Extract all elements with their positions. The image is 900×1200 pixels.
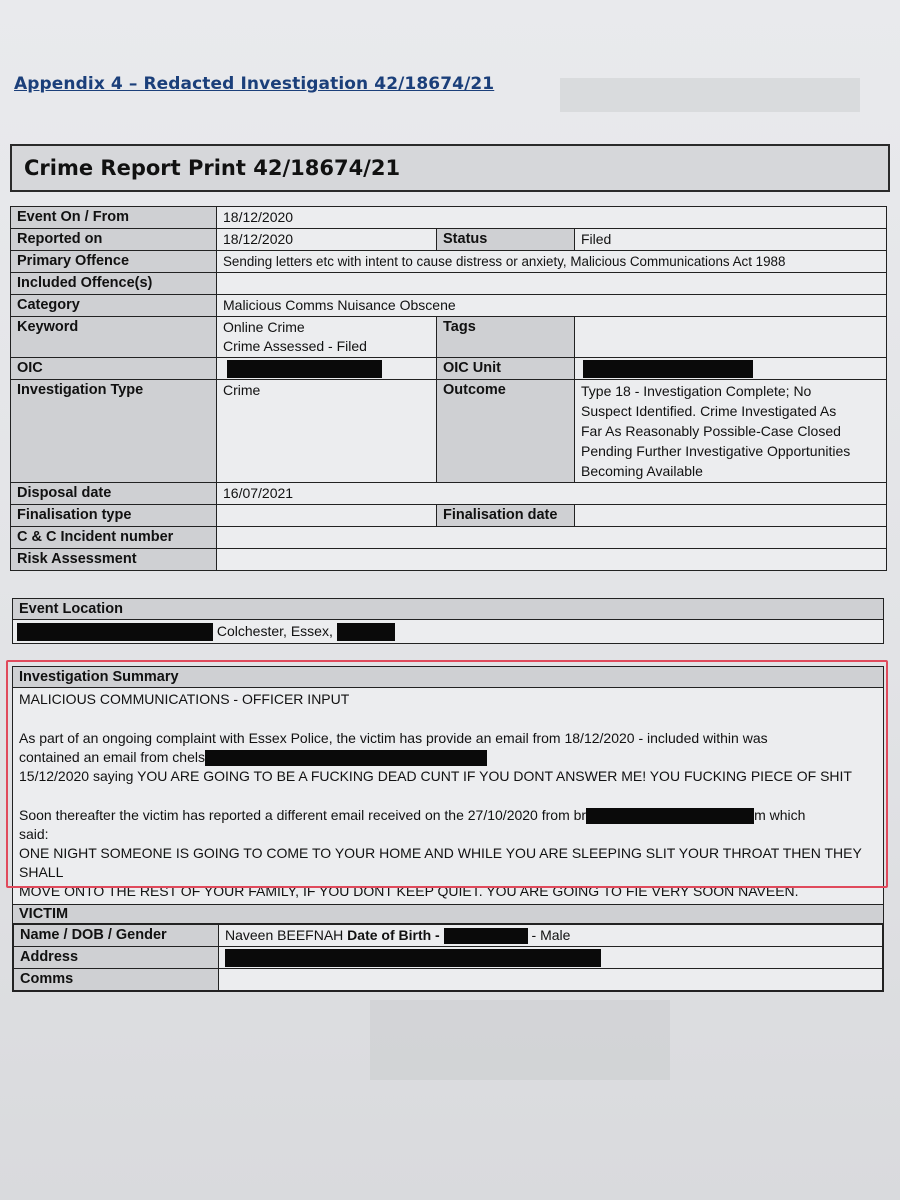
report-title-box <box>10 144 890 192</box>
victim-row-name <box>14 925 883 947</box>
victim-comms-label: Comms <box>14 969 219 991</box>
victim-section <box>12 904 884 992</box>
oic-unit-value <box>575 358 887 380</box>
cc-incident-value <box>217 527 887 549</box>
victim-name-label: Name / DOB / Gender <box>14 925 219 947</box>
tags-value <box>575 317 887 358</box>
finalisation-type-value <box>217 505 437 527</box>
redaction-block <box>583 360 753 378</box>
outcome-line: Pending Further Investigative Opportunities <box>581 443 851 460</box>
report-title: Crime Report Print 42/18674/21 <box>24 156 401 180</box>
keyword-label: Keyword <box>11 317 217 358</box>
event-location-label: Event Location <box>13 599 883 620</box>
primary-offence-label: Primary Offence <box>11 251 217 273</box>
oic-label: OIC <box>11 358 217 380</box>
victim-dob-label: Date of Birth - <box>347 927 440 943</box>
risk-assessment-label: Risk Assessment <box>11 549 217 571</box>
redaction-block <box>444 928 528 944</box>
victim-comms-value <box>219 969 883 991</box>
victim-gender: - Male <box>531 927 571 943</box>
reported-on-value: 18/12/2020 <box>217 229 437 251</box>
keyword-value <box>217 317 437 358</box>
primary-offence-value: Sending letters etc with intent to cause distress or anxiety, Malicious Communications Act 1988 <box>217 251 887 273</box>
oic-unit-label: OIC Unit <box>437 358 575 380</box>
event-on-value: 18/12/2020 <box>217 207 887 229</box>
row-reported-on <box>11 229 887 251</box>
keyword-line-2: Crime Assessed - Filed <box>223 338 367 354</box>
outcome-line: Suspect Identified. Crime Investigated As <box>581 403 837 420</box>
redaction-block <box>17 623 213 641</box>
show-through-ghost <box>560 78 860 112</box>
victim-address-value <box>219 947 883 969</box>
summary-line: ONE NIGHT SOMEONE IS GOING TO COME TO YOUR HOME AND WHILE YOU ARE SLEEPING SLIT YOUR THROAT THEN THEY SHALL <box>19 845 862 880</box>
outcome-value <box>575 380 887 483</box>
row-keyword <box>11 317 887 358</box>
row-investigation-type <box>11 380 887 483</box>
category-value: Malicious Comms Nuisance Obscene <box>217 295 887 317</box>
event-on-label: Event On / From <box>11 207 217 229</box>
victim-table <box>13 924 883 991</box>
outcome-line: Far As Reasonably Possible-Case Closed <box>581 423 841 440</box>
summary-line: MOVE ONTO THE REST OF YOUR FAMILY, IF YOU DONT KEEP QUIET. YOU ARE GOING TO FIE VERY SOON NAVEEN. <box>19 883 799 899</box>
redaction-block <box>225 949 601 967</box>
row-risk-assessment <box>11 549 887 571</box>
summary-line-text: contained an email from chels <box>19 749 205 765</box>
show-through-ghost <box>370 1000 670 1080</box>
summary-line: 15/12/2020 saying YOU ARE GOING TO BE A FUCKING DEAD CUNT IF YOU DONT ANSWER ME! YOU FUCKING PIECE OF SHIT <box>19 768 852 784</box>
tags-label: Tags <box>437 317 575 358</box>
oic-value <box>217 358 437 380</box>
risk-assessment-value <box>217 549 887 571</box>
finalisation-date-value <box>575 505 887 527</box>
row-category <box>11 295 887 317</box>
investigation-type-label: Investigation Type <box>11 380 217 483</box>
redaction-block <box>337 623 395 641</box>
reported-on-label: Reported on <box>11 229 217 251</box>
victim-address-label: Address <box>14 947 219 969</box>
finalisation-date-label: Finalisation date <box>437 505 575 527</box>
disposal-date-label: Disposal date <box>11 483 217 505</box>
included-offences-value <box>217 273 887 295</box>
row-finalisation <box>11 505 887 527</box>
finalisation-type-label: Finalisation type <box>11 505 217 527</box>
event-location-body <box>13 620 883 643</box>
summary-line-text: m which <box>754 807 806 823</box>
victim-name-value <box>219 925 883 947</box>
crime-report-table <box>10 206 887 571</box>
summary-line-text: Soon thereafter the victim has reported a different email received on the 27/10/2020 from br <box>19 807 587 823</box>
status-value: Filed <box>575 229 887 251</box>
summary-line: As part of an ongoing complaint with Essex Police, the victim has provide an email from 18/12/2020 - included within was <box>19 730 768 746</box>
victim-row-address <box>14 947 883 969</box>
appendix-heading: Appendix 4 – Redacted Investigation 42/18674/21 <box>14 74 495 94</box>
outcome-line: Becoming Available <box>581 463 703 480</box>
row-included-offences <box>11 273 887 295</box>
redaction-block <box>227 360 382 378</box>
row-event-on <box>11 207 887 229</box>
included-offences-label: Included Offence(s) <box>11 273 217 295</box>
row-oic <box>11 358 887 380</box>
row-disposal-date <box>11 483 887 505</box>
outcome-line: Type 18 - Investigation Complete; No <box>581 383 812 400</box>
victim-row-comms <box>14 969 883 991</box>
outcome-label: Outcome <box>437 380 575 483</box>
investigation-summary-label: Investigation Summary <box>13 667 883 688</box>
status-label: Status <box>437 229 575 251</box>
row-cc-incident <box>11 527 887 549</box>
category-label: Category <box>11 295 217 317</box>
keyword-line-1: Online Crime <box>223 319 305 335</box>
victim-label: VICTIM <box>13 905 883 924</box>
summary-header-line: MALICIOUS COMMUNICATIONS - OFFICER INPUT <box>19 691 350 707</box>
disposal-date-value: 16/07/2021 <box>217 483 887 505</box>
row-primary-offence <box>11 251 887 273</box>
event-location-value: Colchester, Essex, <box>216 623 333 639</box>
cc-incident-label: C & C Incident number <box>11 527 217 549</box>
event-location-section <box>12 598 884 644</box>
victim-name: Naveen BEEFNAH <box>225 927 344 943</box>
investigation-type-value: Crime <box>217 380 437 483</box>
highlight-outline <box>6 660 888 888</box>
summary-line: said: <box>19 826 49 842</box>
